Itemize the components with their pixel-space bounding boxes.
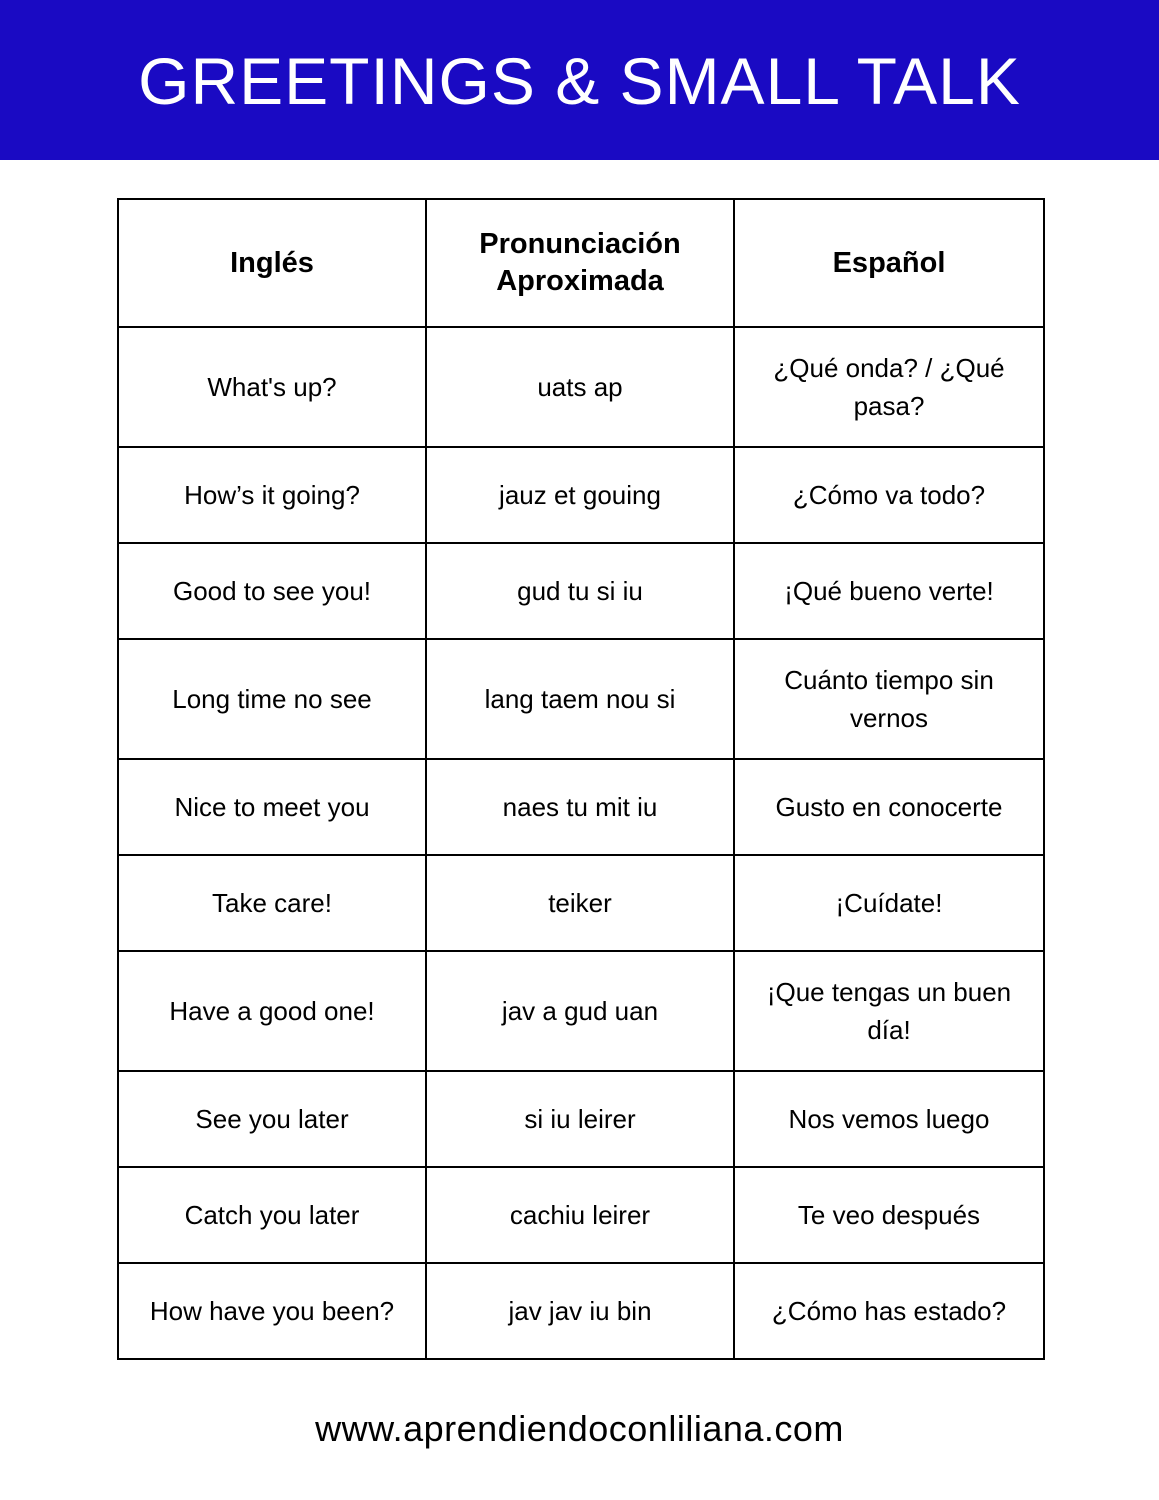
cell-spanish: ¿Qué onda? / ¿Qué pasa? <box>734 327 1044 447</box>
cell-english: Catch you later <box>118 1167 426 1263</box>
cell-spanish: ¡Qué bueno verte! <box>734 543 1044 639</box>
cell-pronunciation: gud tu si iu <box>426 543 734 639</box>
cell-english: Take care! <box>118 855 426 951</box>
header-spanish <box>734 199 1044 327</box>
cell-spanish: ¿Cómo va todo? <box>734 447 1044 543</box>
table-row <box>118 759 1044 855</box>
cell-spanish: Te veo después <box>734 1167 1044 1263</box>
cell-spanish: Nos vemos luego <box>734 1071 1044 1167</box>
cell-english: How have you been? <box>118 1263 426 1359</box>
cell-english: Have a good one! <box>118 951 426 1071</box>
cell-pronunciation: teiker <box>426 855 734 951</box>
cell-pronunciation: uats ap <box>426 327 734 447</box>
table-row <box>118 327 1044 447</box>
cell-english: Good to see you! <box>118 543 426 639</box>
header-pronunciation-line2: Aproximada <box>496 265 664 297</box>
table-row <box>118 855 1044 951</box>
cell-pronunciation: naes tu mit iu <box>426 759 734 855</box>
table-row <box>118 951 1044 1071</box>
cell-pronunciation: jav jav iu bin <box>426 1263 734 1359</box>
header-pronunciation-line1: Pronunciación <box>479 228 681 260</box>
table-row <box>118 447 1044 543</box>
cell-pronunciation: lang taem nou si <box>426 639 734 759</box>
cell-english: What's up? <box>118 327 426 447</box>
page-title: GREETINGS & SMALL TALK <box>138 44 1021 118</box>
cell-english: See you later <box>118 1071 426 1167</box>
cell-spanish: ¡Que tengas un buen día! <box>734 951 1044 1071</box>
title-banner <box>0 0 1159 160</box>
table-header-row <box>118 199 1044 327</box>
cell-pronunciation: si iu leirer <box>426 1071 734 1167</box>
cell-pronunciation: jav a gud uan <box>426 951 734 1071</box>
website-url: www.aprendiendoconliliana.com <box>315 1408 844 1449</box>
cell-spanish: Gusto en conocerte <box>734 759 1044 855</box>
cell-english: Long time no see <box>118 639 426 759</box>
cell-english: How’s it going? <box>118 447 426 543</box>
table-row <box>118 543 1044 639</box>
cell-pronunciation: cachiu leirer <box>426 1167 734 1263</box>
header-spanish-label: Español <box>832 246 946 279</box>
table-row <box>118 1071 1044 1167</box>
cell-english: Nice to meet you <box>118 759 426 855</box>
cell-spanish: ¡Cuídate! <box>734 855 1044 951</box>
cell-spanish: Cuánto tiempo sin vernos <box>734 639 1044 759</box>
vocabulary-table <box>117 198 1045 1360</box>
cell-spanish: ¿Cómo has estado? <box>734 1263 1044 1359</box>
header-english-label: Inglés <box>230 246 314 279</box>
table-row <box>118 1263 1044 1359</box>
header-english <box>118 199 426 327</box>
table-row <box>118 1167 1044 1263</box>
cell-pronunciation: jauz et gouing <box>426 447 734 543</box>
table-row <box>118 639 1044 759</box>
header-pronunciation <box>426 199 734 327</box>
